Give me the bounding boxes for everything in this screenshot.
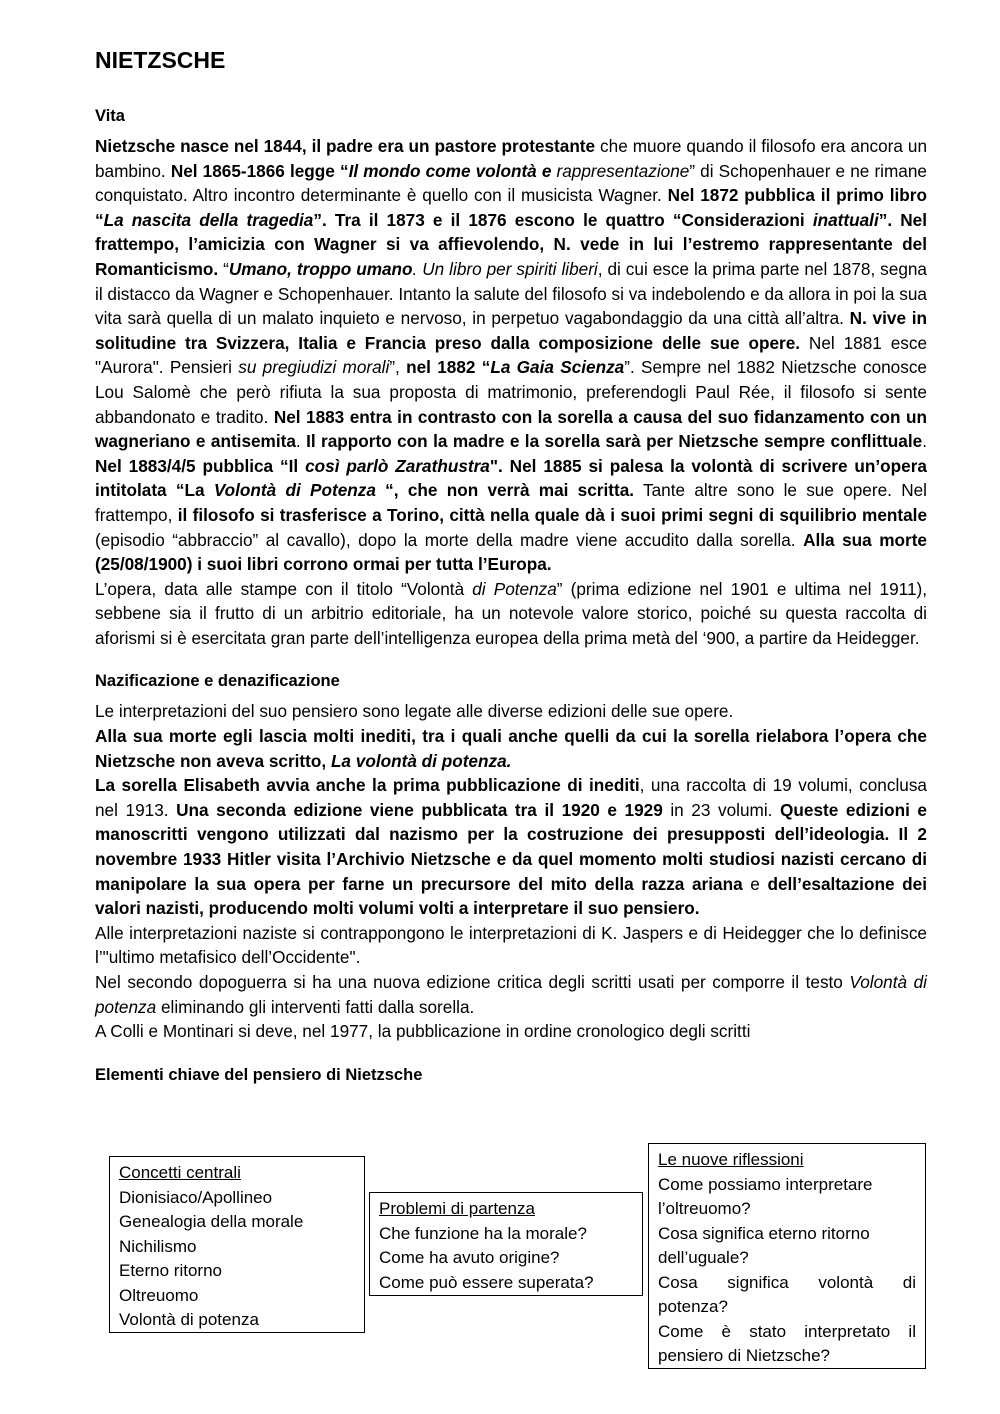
paragraph bbox=[95, 1019, 927, 1044]
paragraph bbox=[95, 773, 927, 921]
text-run: , una raccolta di 19 volumi, conclusa nel 1913. bbox=[95, 775, 927, 820]
text-run: A Colli e Montinari si deve, nel 1977, la pubblicazione in ordine cronologico degli scritti bbox=[95, 1021, 751, 1042]
text-run: su pregiudizi morali bbox=[238, 357, 390, 378]
box-problemi-di-partenza bbox=[369, 1192, 643, 1296]
text-run: Nel 1872 pubblica il primo libro “ bbox=[95, 185, 927, 230]
text-run: La nascita della tragedia bbox=[103, 209, 314, 230]
list-item: Come ha avuto origine? bbox=[379, 1248, 560, 1267]
box-title: Concetti centrali bbox=[119, 1163, 241, 1182]
text-run: Una seconda edizione viene pubblicata tra il 1920 e 1929 bbox=[176, 799, 663, 820]
box-line: Cosa significa eterno ritorno bbox=[658, 1223, 870, 1243]
text-run: . bbox=[922, 431, 927, 452]
list-item: Dionisiaco/Apollineo bbox=[119, 1187, 273, 1207]
text-run: La sorella Elisabeth avvia anche la prima pubblicazione di inediti bbox=[95, 775, 640, 796]
paragraph bbox=[95, 724, 927, 773]
box-line: Come è stato interpretato il bbox=[658, 1321, 916, 1341]
text-run: . bbox=[295, 431, 307, 452]
list-item: Volontà di potenza bbox=[119, 1310, 259, 1329]
document-page bbox=[95, 44, 927, 1093]
page-title: NIETZSCHE bbox=[95, 47, 226, 73]
text-run: Alla sua morte (25/08/1900) i suoi libri corrono ormai per tutta l’Europa. bbox=[95, 529, 927, 575]
paragraph bbox=[95, 921, 927, 970]
text-run: L’opera, data alle stampe con il titolo “Volontà bbox=[95, 578, 473, 599]
list-item: Genealogia della morale bbox=[119, 1212, 304, 1231]
list-item: Che funzione ha la morale? bbox=[379, 1223, 587, 1243]
text-run: Nel 1883 entra in contrasto con la sorella a causa del suo fidanzamento con un wagneriano e antisemita bbox=[95, 406, 927, 452]
text-run: La Gaia Scienza bbox=[490, 357, 625, 378]
text-run: e bbox=[742, 873, 768, 894]
text-run: Nel 1881 esce "Aurora". Pensieri bbox=[95, 332, 927, 378]
paragraph bbox=[95, 699, 927, 724]
section-heading-vita: Vita bbox=[95, 107, 125, 125]
text-run: il filosofo si trasferisce a Torino, città nella quale dà i suoi primi segni di squilibrio mentale bbox=[177, 504, 928, 525]
list-item: Eterno ritorno bbox=[119, 1261, 222, 1280]
paragraph bbox=[95, 134, 927, 577]
box-line: l’oltreuomo? bbox=[658, 1199, 751, 1218]
text-run: ”. Sempre nel 1882 Nietzsche conosce Lou Salomè che però rifiuta la sua proposta di matrimonio, preferendogli Paul Rée, il filosofo si sente abbandonato e tradito. bbox=[95, 357, 927, 427]
text-run: Nel secondo dopoguerra si ha una nuova edizione critica degli scritti usati per comporre il testo bbox=[95, 972, 850, 992]
box-title: Le nuove riflessioni bbox=[658, 1150, 804, 1169]
text-run: , di cui esce la prima parte nel 1878, segna il distacco da Wagner e Schopenhauer. Intanto la salute del filosofo si va indebolendo e da allora in poi la sua vita sarà quella di un malato inquieto e nervoso, in perpetuo vagabondaggio da una città all’altra. bbox=[95, 258, 927, 329]
section-heading-elementi: Elementi chiave del pensiero di Nietzsche bbox=[95, 1065, 423, 1084]
text-run: ". Nel 1885 si palesa la volontà di scrivere un’opera intitolata “La bbox=[95, 455, 927, 501]
text-run: “, che non verrà mai scritta. bbox=[375, 480, 635, 501]
paragraph bbox=[95, 577, 927, 651]
text-run: Umano, troppo umano bbox=[228, 258, 413, 279]
text-run: in 23 volumi. bbox=[662, 799, 781, 820]
text-run: così parlò Zarathustra bbox=[305, 455, 490, 476]
text-run: (episodio “abbraccio” al cavallo), dopo la morte della madre viene accudito dalla sorella. bbox=[95, 529, 804, 550]
text-run: Alle interpretazioni naziste si contrappongono le interpretazioni di K. Jaspers e di Heidegger che lo definisce l’"ultimo metafisico dell’Occidente". bbox=[95, 922, 927, 968]
box-nuove-riflessioni bbox=[648, 1143, 926, 1369]
text-run: Alla sua morte egli lascia molti inediti, tra i quali anche quelli da cui la sorella rielabora l’opera che Nietzsche non aveva scritto, bbox=[95, 726, 927, 771]
text-run: inattuali bbox=[812, 209, 879, 230]
box-line: dell’uguale? bbox=[658, 1248, 749, 1267]
text-run: Il rapporto con la madre e la sorella sarà per Nietzsche sempre conflittuale bbox=[306, 431, 923, 452]
text-run: di Potenza bbox=[472, 578, 557, 599]
text-run: Nel 1865-1866 legge “ bbox=[170, 160, 349, 181]
box-title: Problemi di partenza bbox=[379, 1199, 535, 1218]
text-run: Le interpretazioni del suo pensiero sono legate alle diverse edizioni delle sue opere. bbox=[95, 701, 734, 722]
box-line: pensiero di Nietzsche? bbox=[658, 1346, 830, 1365]
text-run: nel 1882 “ bbox=[406, 357, 491, 378]
text-run: Nel 1883/4/5 pubblica “Il bbox=[95, 455, 306, 476]
text-run: Nietzsche nasce nel 1844, il padre era un pastore protestante bbox=[95, 136, 596, 156]
text-run: ”. Tra il 1873 e il 1876 escono le quattro “Considerazioni bbox=[313, 209, 813, 230]
text-run: “ bbox=[218, 258, 229, 279]
text-run: eliminando gli interventi fatti dalla sorella. bbox=[156, 996, 475, 1017]
text-run: . Un libro per spiriti liberi bbox=[412, 258, 598, 279]
text-run: ” di Schopenhauer e ne rimane conquistato. Altro incontro determinante è quello con il musicista Wagner. bbox=[95, 160, 927, 206]
box-line: Come possiamo interpretare bbox=[658, 1174, 873, 1194]
box-line: potenza? bbox=[658, 1297, 728, 1316]
text-run: Volontà di potenza bbox=[95, 972, 927, 1017]
box-line: Cosa significa volontà di bbox=[658, 1272, 916, 1292]
box-concetti-centrali bbox=[109, 1156, 365, 1333]
list-item: Nichilismo bbox=[119, 1236, 197, 1256]
text-run: La volontà di potenza. bbox=[330, 750, 512, 771]
text-run: ”. Nel frattempo, l’amicizia con Wagner si va affievolendo, N. vede in lui l’estremo rappresentante del Romanticismo. bbox=[95, 209, 928, 279]
text-run: rappresentazione bbox=[551, 160, 690, 181]
box-list bbox=[119, 1186, 355, 1333]
box-list bbox=[379, 1222, 633, 1296]
text-run: Queste edizioni e manoscritti vengono utilizzati dal nazismo per la costruzione dei presupposti dell’ideologia. Il 2 novembre 1933 Hitler visita l’Archivio Nietzsche e da quel momento molti studiosi nazisti cercano di manipolare la sua opera per farne un precursore del mito della razza ariana bbox=[95, 799, 927, 894]
box-lines bbox=[658, 1173, 916, 1369]
paragraph bbox=[95, 970, 927, 1019]
text-run: Volontà di Potenza bbox=[213, 480, 376, 501]
text-run: ” (prima edizione nel 1901 e ultima nel 1911), sebbene sia il frutto di un arbitrio editoriale, ha un notevole valore storico, poiché su questa raccolta di aforismi si è esercitata gran parte dell’intelligenza europea della prima metà del ‘900, a partire da Heidegger. bbox=[95, 578, 928, 648]
text-run: N. vive in solitudine tra Svizzera, Italia e Francia preso dalla composizione delle sue opere. bbox=[95, 308, 928, 353]
text-run: che muore quando il filosofo era ancora un bambino. bbox=[95, 136, 928, 181]
list-item: Come può essere superata? bbox=[379, 1272, 594, 1292]
text-run: dell’esaltazione dei valori nazisti, producendo molti volumi volti a interpretare il suo pensiero. bbox=[95, 873, 927, 919]
list-item: Oltreuomo bbox=[119, 1285, 199, 1305]
text-run: ”, bbox=[389, 357, 407, 378]
text-run: Tante altre sono le sue opere. Nel frattempo, bbox=[95, 480, 927, 525]
text-run: Il mondo come volontà e bbox=[348, 160, 552, 181]
section-heading-nazificazione: Nazificazione e denazificazione bbox=[95, 672, 340, 691]
